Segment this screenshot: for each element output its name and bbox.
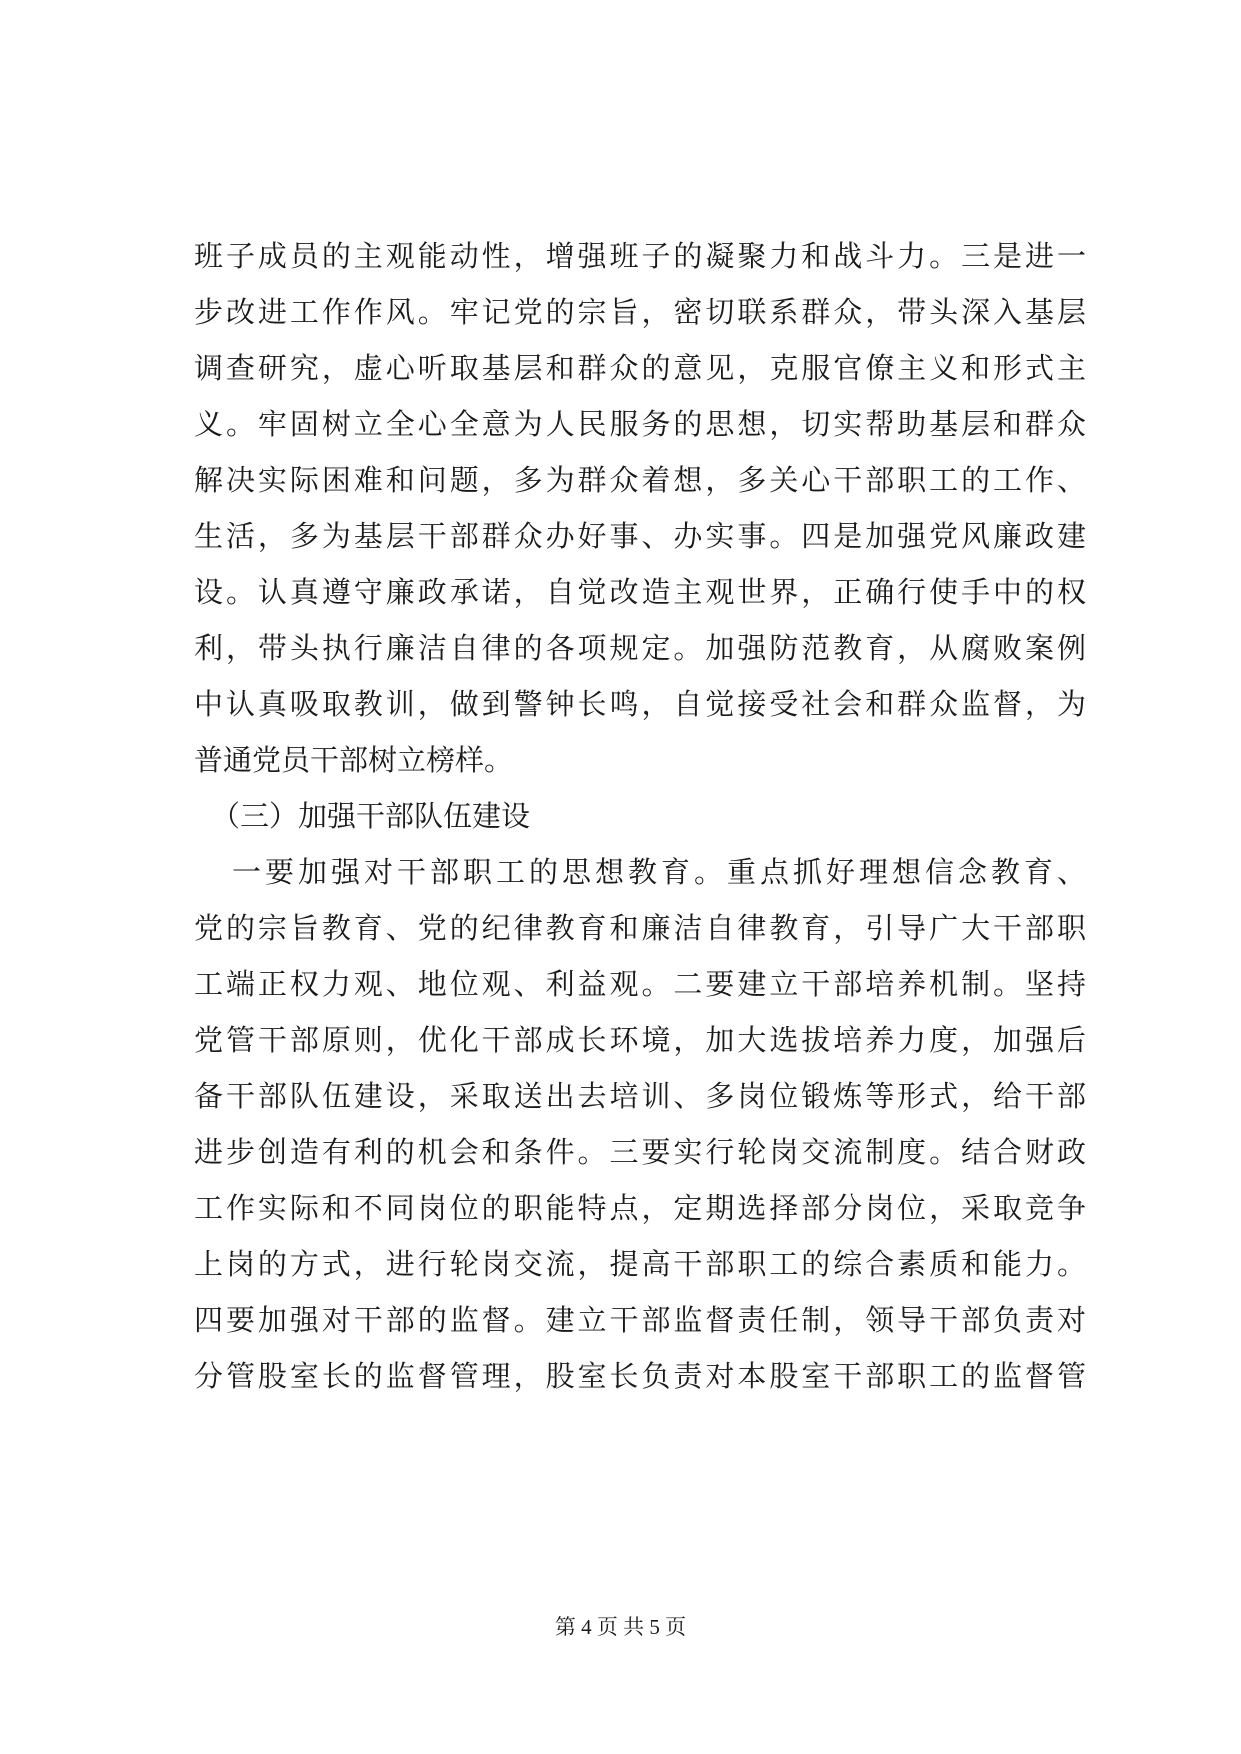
text-line: 分管股室长的监督管理，股室长负责对本股室干部职工的监督管 xyxy=(194,1359,1086,1393)
text-line: 党管干部原则，优化干部成长环境，加大选拔培养力度，加强后 xyxy=(194,1023,1086,1057)
text-line: 工作实际和不同岗位的职能特点，定期选择部分岗位，采取竞争 xyxy=(194,1191,1086,1225)
text-line: 生活，多为基层干部群众办好事、办实事。四是加强党风廉政建 xyxy=(194,519,1086,553)
text-line: 中认真吸取教训，做到警钟长鸣，自觉接受社会和群众监督，为 xyxy=(194,687,1086,721)
text-line: 解决实际困难和问题，多为群众着想，多关心干部职工的工作、 xyxy=(194,463,1086,497)
text-line: 备干部队伍建设，采取送出去培训、多岗位锻炼等形式，给干部 xyxy=(194,1079,1086,1113)
section-heading: （三）加强干部队伍建设 xyxy=(211,799,531,833)
text-line: 上岗的方式，进行轮岗交流，提高干部职工的综合素质和能力。 xyxy=(194,1247,1086,1281)
text-line: 义。牢固树立全心全意为人民服务的思想，切实帮助基层和群众 xyxy=(194,407,1086,441)
page-footer: 第 4 页 共 5 页 xyxy=(554,1615,687,1639)
text-line: 步改进工作作风。牢记党的宗旨，密切联系群众，带头深入基层 xyxy=(194,295,1086,329)
text-line: 进步创造有利的机会和条件。三要实行轮岗交流制度。结合财政 xyxy=(194,1135,1086,1169)
text-line: 一要加强对干部职工的思想教育。重点抓好理想信念教育、 xyxy=(232,855,1086,889)
text-line: 利，带头执行廉洁自律的各项规定。加强防范教育，从腐败案例 xyxy=(194,631,1086,665)
text-line: 普通党员干部树立榜样。 xyxy=(194,743,514,777)
text-line: 四要加强对干部的监督。建立干部监督责任制，领导干部负责对 xyxy=(194,1303,1086,1337)
text-line: 党的宗旨教育、党的纪律教育和廉洁自律教育，引导广大干部职 xyxy=(194,911,1086,945)
text-line: 设。认真遵守廉政承诺，自觉改造主观世界，正确行使手中的权 xyxy=(194,575,1086,609)
text-line: 调查研究，虚心听取基层和群众的意见，克服官僚主义和形式主 xyxy=(194,351,1086,385)
text-line: 班子成员的主观能动性，增强班子的凝聚力和战斗力。三是进一 xyxy=(194,239,1086,273)
text-line: 工端正权力观、地位观、利益观。二要建立干部培养机制。坚持 xyxy=(194,967,1086,1001)
